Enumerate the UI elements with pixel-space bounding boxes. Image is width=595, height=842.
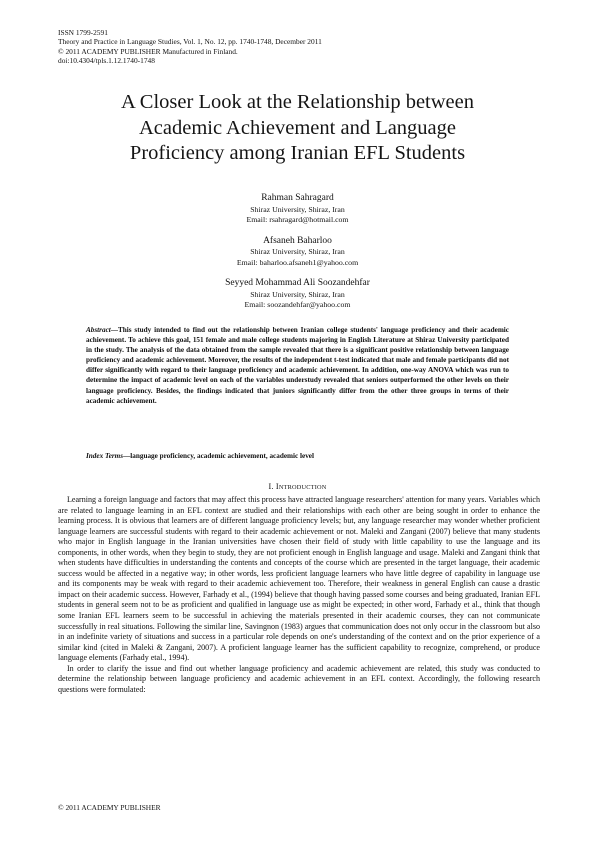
abstract-text: —This study intended to find out the relationship between Iranian college students' language proficiency and their academic achievement. To achieve this goal, 151 female and male college students majoring in English Literature at Shiraz University participated in the study. The analysis of the data obtained from the sample revealed that there is a significant positive relationship between language proficiency and academic achievement. Moreover, the results of the independent t-test indicated that male and female participants did not differ significantly with regard to their language proficiency and academic achievement. In addition, one-way ANOVA which was run to determine the impact of academic level on each of the variables understudy revealed that seniors outperformed the other levels on their language proficiency. Besides, the findings indicated that juniors significantly differ from the other three groups in terms of their academic achievement.	[86, 326, 509, 405]
section-title-initial: I	[275, 482, 279, 491]
journal-header	[58, 28, 322, 65]
title-line-3: Proficiency among Iranian EFL Students	[129, 142, 466, 164]
section-number: I.	[268, 482, 276, 491]
abstract-label: Abstract	[86, 326, 111, 334]
paper-title	[40, 90, 555, 167]
author-name: Rahman Sahragard	[261, 193, 334, 203]
index-terms	[86, 451, 509, 461]
issn-line: ISSN 1799-2591	[58, 28, 108, 37]
author-affiliation: Shiraz University, Shiraz, Iran	[250, 204, 345, 214]
abstract	[86, 325, 509, 406]
author-entry	[0, 193, 595, 226]
author-name: Seyyed Mohammad Ali Soozandehfar	[225, 278, 370, 288]
doi-line: doi:10.4304/tpls.1.12.1740-1748	[58, 55, 155, 65]
title-line-2: Academic Achievement and Language	[138, 116, 457, 139]
index-terms-text: —language proficiency, academic achievement, academic level	[123, 452, 314, 460]
page-footer: © 2011 ACADEMY PUBLISHER	[58, 803, 161, 812]
author-email: Email: rsahragard@hotmail.com	[246, 215, 349, 224]
author-entry	[0, 278, 595, 311]
author-affiliation: Shiraz University, Shiraz, Iran	[250, 247, 345, 256]
journal-citation-line: Theory and Practice in Language Studies, Vol. 1, No. 12, pp. 1740-1748, December 2011	[58, 37, 322, 47]
introduction-body	[58, 495, 540, 695]
copyright-line: © 2011 ACADEMY PUBLISHER Manufactured in Finland.	[58, 46, 238, 56]
author-email: Email: soozandehfar@yahoo.com	[244, 300, 351, 309]
title-line-1: A Closer Look at the Relationship between	[121, 91, 474, 113]
body-paragraph: Learning a foreign language and factors that may affect this process have attracted language researchers' attention for many years. Variables which are related to language learning in an EFL context are studied and their relationships with each other are being sought in order to enhance the learning process. It is obvious that learners are of different language proficiency levels; but, any language researcher may wonder whether proficient language learners are successful students with regard to their academic achievement or not. Maleki and Zangani (2007) believe that many students who major in English language in the Iranian universities have chosen their field of study with little capability to use the language and its components, in other words, when they begin to study, they are not proficient enough in English language and usage. Maleki and Zangani think that when students have difficulties in understanding the contents and concepts of the course which are presented in the target language, their academic success would be affected in a negative way; in other words, less proficient language learners who have little degree of capability in language use and its components may be weak with regard to their academic achievement too. Therefore, their weakness in general English can cause a drastic impact on their academic success. However, Farhady et al., (1994) believe that though having passed some courses and being graduated, Iranian EFL students in general seem not to be as proficient and qualified in language use as might be expected; in other word, Farhady et al., think that though some Iranian EFL learners seem to be successful in achieving the materials presented in their academic courses, they can not communicate successfully in real situations. Following the similar line, Savingnon (1983) argues that communication does not only occur in the classroom but also in an indefinite variety of situations and success in a particular role depends on one's understanding of the context and on the prior experience of a similar kind (cited in Maleki & Zangani, 2007). A proficient language learner has the sufficient capability to recognize, comprehend, or produce language elements (Farhady etal., 1994).	[58, 495, 540, 663]
author-block	[0, 193, 595, 321]
author-email: Email: baharloo.afsaneh1@yahoo.com	[236, 257, 359, 267]
author-entry	[0, 236, 595, 269]
section-title-rest: NTRODUCTION	[278, 484, 327, 491]
section-heading-introduction	[0, 482, 595, 491]
body-paragraph: In order to clarify the issue and find out whether language proficiency and academic achievement are related, this study was conducted to determine the relationship between language proficiency and academic achievement in an EFL context. Accordingly, the following research questions were formulated:	[58, 663, 540, 694]
index-terms-label: Index Terms	[86, 452, 124, 460]
author-affiliation: Shiraz University, Shiraz, Iran	[250, 289, 345, 299]
author-name: Afsaneh Baharloo	[263, 235, 332, 246]
